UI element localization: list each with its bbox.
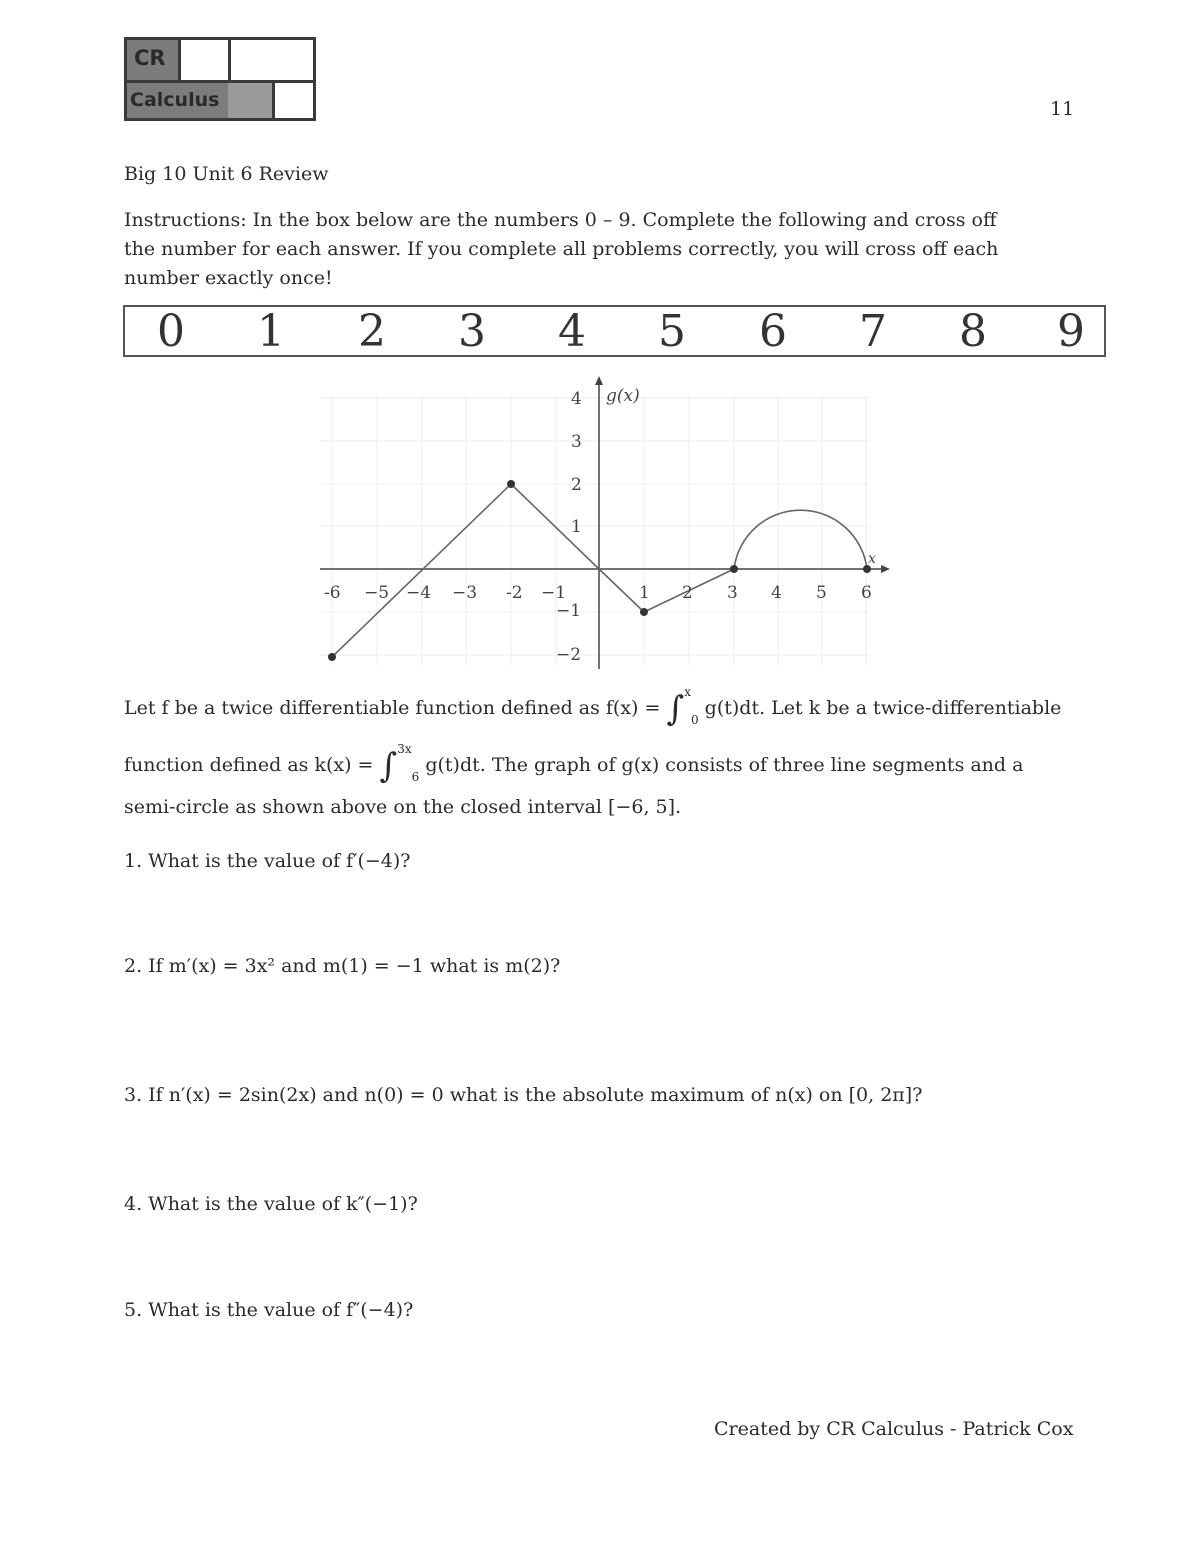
- x-axis-label: x: [868, 551, 876, 567]
- question-2: 2. If m′(x) = 3x² and m(1) = −1 what is m(2)?: [124, 955, 561, 977]
- answer-number[interactable]: 8: [959, 306, 987, 357]
- logo-text-cr: CR: [127, 40, 178, 80]
- definition-text: function defined as k(x) =: [124, 754, 374, 776]
- x-tick-label: −3: [452, 583, 478, 603]
- answer-number[interactable]: 6: [759, 306, 787, 357]
- logo-block: [228, 80, 272, 118]
- x-tick-label: 1: [639, 583, 650, 603]
- answer-number[interactable]: 1: [257, 306, 285, 357]
- g-semicircle: [734, 510, 867, 569]
- g-line-segments: [332, 484, 734, 657]
- question-3: 3. If n′(x) = 2sin(2x) and n(0) = 0 what is the absolute maximum of n(x) on [0, 2π]?: [124, 1084, 923, 1106]
- integral-lower-limit: 6: [411, 770, 420, 784]
- y-axis-arrow: [595, 376, 603, 385]
- answer-number[interactable]: 5: [658, 306, 686, 357]
- answer-number[interactable]: 3: [458, 306, 486, 357]
- y-tick-label: 3: [571, 432, 582, 452]
- logo-block: [272, 80, 313, 118]
- function-label: g(x): [606, 386, 640, 406]
- integral-upper-limit: 3x: [397, 742, 412, 756]
- question-4: 4. What is the value of k″(−1)?: [124, 1193, 418, 1215]
- page-number: 11: [1050, 98, 1075, 120]
- x-tick-label: -2: [506, 583, 523, 603]
- grid: [320, 395, 870, 665]
- integral-lower-limit: 0: [690, 713, 699, 727]
- y-tick-label: 4: [571, 389, 582, 409]
- answer-number-box: [123, 305, 1106, 357]
- x-tick-label: 3: [727, 583, 738, 603]
- logo-text-calculus: Calculus: [127, 80, 228, 118]
- definition-line-2: [124, 742, 1084, 786]
- definition-line-3: semi-circle as shown above on the closed interval [−6, 5].: [124, 796, 682, 818]
- x-tick-label: 5: [816, 583, 827, 603]
- g-endpoint: [328, 653, 336, 661]
- logo-block: [178, 40, 228, 80]
- answer-number[interactable]: 9: [1057, 306, 1085, 357]
- y-tick-label: 2: [571, 475, 582, 495]
- instructions-text: Instructions: In the box below are the numbers 0 – 9. Complete the following and cross off the number for each answer. If you complete all problems correctly, you will cross off each number exactly once!: [124, 209, 999, 289]
- answer-number[interactable]: 7: [859, 306, 887, 357]
- answer-number[interactable]: 0: [157, 306, 185, 357]
- g-vertex-point: [730, 565, 738, 573]
- x-axis-arrow: [881, 565, 890, 573]
- x-tick-label: 2: [682, 583, 693, 603]
- definition-text: g(t)dt. Let k be a twice-differentiable: [704, 697, 1062, 719]
- question-5: 5. What is the value of f″(−4)?: [124, 1299, 414, 1321]
- x-tick-label: −4: [406, 583, 432, 603]
- y-tick-label: 1: [571, 517, 582, 537]
- x-tick-label: −1: [541, 583, 567, 603]
- integral-sign: ∫: [666, 689, 685, 729]
- page-title: Big 10 Unit 6 Review: [124, 163, 329, 185]
- graph-of-g: [300, 365, 900, 685]
- x-tick-label: −5: [364, 583, 390, 603]
- definition-line-1: [124, 685, 1084, 729]
- x-tick-label: -6: [324, 583, 341, 603]
- answer-number[interactable]: 2: [358, 306, 386, 357]
- g-vertex-point: [507, 480, 515, 488]
- logo-block: [228, 40, 313, 80]
- x-tick-label: 6: [861, 583, 872, 603]
- integral-upper-limit: x: [684, 685, 691, 699]
- g-vertex-point: [640, 608, 648, 616]
- x-tick-label: 4: [771, 583, 782, 603]
- cr-calculus-logo: [124, 37, 316, 121]
- definition-text: g(t)dt. The graph of g(x) consists of three line segments and a: [425, 754, 1024, 776]
- y-tick-label: −1: [556, 601, 582, 621]
- question-1: 1. What is the value of f′(−4)?: [124, 850, 411, 872]
- y-tick-label: −2: [556, 645, 582, 665]
- definition-text: Let f be a twice differentiable function defined as f(x) =: [124, 697, 661, 719]
- answer-number[interactable]: 4: [558, 306, 586, 357]
- footer-credit: Created by CR Calculus - Patrick Cox: [714, 1418, 1074, 1440]
- integral-sign: ∫: [379, 746, 398, 786]
